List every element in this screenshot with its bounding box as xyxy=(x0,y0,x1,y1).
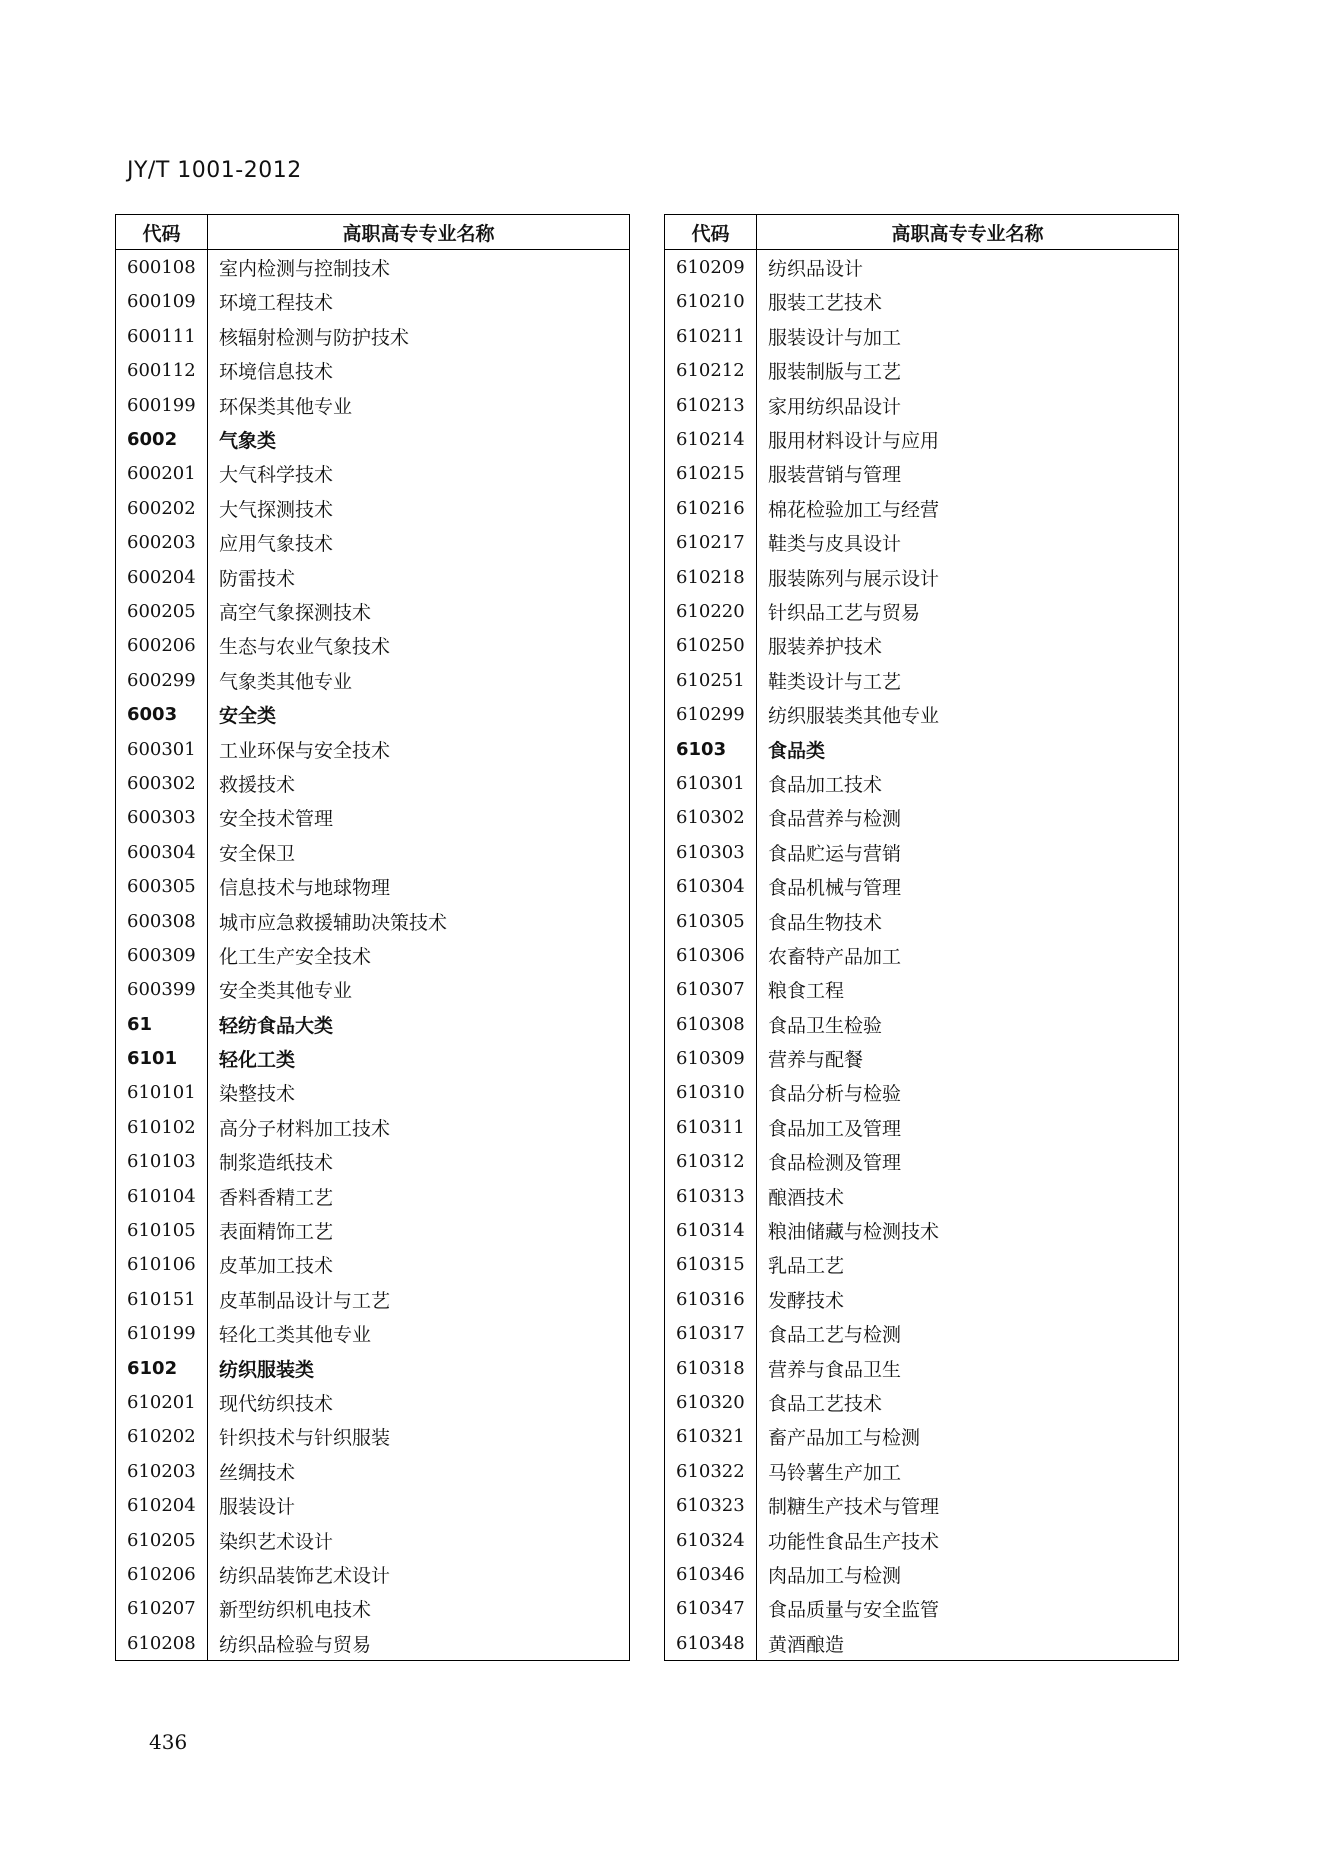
table-row xyxy=(116,663,630,697)
table-row xyxy=(665,1454,1179,1488)
table-row xyxy=(116,526,630,560)
table-row xyxy=(665,560,1179,594)
major-code: 610105 xyxy=(116,1213,208,1247)
table-row xyxy=(665,938,1179,972)
major-name: 纺织品装饰艺术设计 xyxy=(219,1564,391,1587)
major-name: 食品营养与检测 xyxy=(768,808,902,831)
page-number: 436 xyxy=(149,1730,188,1754)
major-code: 600109 xyxy=(116,285,208,319)
category-row xyxy=(116,1351,630,1385)
major-name: 信息技术与地球物理 xyxy=(219,877,391,900)
major-name: 制糖生产技术与管理 xyxy=(768,1496,940,1519)
major-name: 制浆造纸技术 xyxy=(219,1152,334,1175)
major-name: 食品类 xyxy=(768,739,826,762)
table-row xyxy=(665,697,1179,731)
major-code: 610205 xyxy=(116,1523,208,1557)
table-row xyxy=(116,1454,630,1488)
major-code: 610348 xyxy=(665,1626,757,1661)
table-row xyxy=(665,250,1179,285)
major-code: 61 xyxy=(116,1007,208,1041)
major-code: 610347 xyxy=(665,1592,757,1626)
major-code: 610304 xyxy=(665,869,757,903)
major-name: 新型纺织机电技术 xyxy=(219,1599,372,1622)
major-code: 600199 xyxy=(116,388,208,422)
major-name: 酿酒技术 xyxy=(768,1186,845,1209)
major-name: 畜产品加工与检测 xyxy=(768,1427,921,1450)
major-name: 环境工程技术 xyxy=(219,292,334,315)
table-row xyxy=(116,904,630,938)
table-row xyxy=(116,938,630,972)
table-row xyxy=(116,1317,630,1351)
major-name: 高空气象探测技术 xyxy=(219,601,372,624)
table-row xyxy=(116,973,630,1007)
table-row xyxy=(665,1248,1179,1282)
major-name: 食品工艺技术 xyxy=(768,1392,883,1415)
major-name: 皮革加工技术 xyxy=(219,1255,334,1278)
major-code: 6103 xyxy=(665,732,757,766)
major-name: 安全类其他专业 xyxy=(219,980,353,1003)
table-row xyxy=(116,1488,630,1522)
major-name: 食品检测及管理 xyxy=(768,1152,902,1175)
table-row xyxy=(665,1110,1179,1144)
major-code: 610206 xyxy=(116,1557,208,1591)
table-row xyxy=(116,1523,630,1557)
table-row xyxy=(665,526,1179,560)
major-code: 600111 xyxy=(116,319,208,353)
major-name: 食品分析与检验 xyxy=(768,1083,902,1106)
majors-table-left-body xyxy=(116,250,630,1661)
major-code: 610306 xyxy=(665,938,757,972)
major-name: 食品卫生检验 xyxy=(768,1014,883,1037)
major-code: 610323 xyxy=(665,1488,757,1522)
major-code: 610212 xyxy=(665,354,757,388)
table-row xyxy=(116,250,630,285)
major-code: 610299 xyxy=(665,697,757,731)
major-name: 鞋类设计与工艺 xyxy=(768,670,902,693)
major-name: 大气科学技术 xyxy=(219,464,334,487)
category-row xyxy=(116,1007,630,1041)
major-name: 气象类其他专业 xyxy=(219,670,353,693)
major-name: 服装工艺技术 xyxy=(768,292,883,315)
major-name: 食品工艺与检测 xyxy=(768,1324,902,1347)
table-row xyxy=(665,869,1179,903)
major-name: 乳品工艺 xyxy=(768,1255,845,1278)
major-code: 600206 xyxy=(116,629,208,663)
category-row xyxy=(116,697,630,731)
table-row xyxy=(665,629,1179,663)
major-name: 肉品加工与检测 xyxy=(768,1564,902,1587)
table-row xyxy=(116,560,630,594)
major-name: 应用气象技术 xyxy=(219,533,334,556)
major-code: 6101 xyxy=(116,1041,208,1075)
major-name: 食品贮运与营销 xyxy=(768,842,902,865)
major-code: 610321 xyxy=(665,1420,757,1454)
major-name: 纺织品设计 xyxy=(768,258,864,281)
major-code: 610201 xyxy=(116,1385,208,1419)
major-name: 服装制版与工艺 xyxy=(768,361,902,384)
major-name: 家用纺织品设计 xyxy=(768,395,902,418)
major-code: 610314 xyxy=(665,1213,757,1247)
table-row xyxy=(665,388,1179,422)
major-code: 610318 xyxy=(665,1351,757,1385)
major-name: 核辐射检测与防护技术 xyxy=(219,326,410,349)
major-code: 610308 xyxy=(665,1007,757,1041)
table-row xyxy=(665,766,1179,800)
table-row xyxy=(665,1076,1179,1110)
major-name: 粮食工程 xyxy=(768,980,845,1003)
table-row xyxy=(665,319,1179,353)
table-row xyxy=(116,1110,630,1144)
major-name: 服装陈列与展示设计 xyxy=(768,567,940,590)
table-row xyxy=(116,1626,630,1661)
major-name: 轻化工类其他专业 xyxy=(219,1324,372,1347)
major-code: 610250 xyxy=(665,629,757,663)
table-row xyxy=(665,1282,1179,1316)
major-code: 610103 xyxy=(116,1145,208,1179)
major-code: 610311 xyxy=(665,1110,757,1144)
major-code: 610313 xyxy=(665,1179,757,1213)
table-row xyxy=(665,1317,1179,1351)
majors-table-right xyxy=(664,214,1179,1661)
table-row xyxy=(665,1385,1179,1419)
major-name: 黄酒酿造 xyxy=(768,1633,845,1656)
major-code: 610208 xyxy=(116,1626,208,1661)
major-name: 香料香精工艺 xyxy=(219,1186,334,1209)
table-row xyxy=(116,1076,630,1110)
table-row xyxy=(116,491,630,525)
major-name: 棉花检验加工与经营 xyxy=(768,498,940,521)
major-code: 610199 xyxy=(116,1317,208,1351)
table-row xyxy=(665,422,1179,456)
table-row xyxy=(665,904,1179,938)
major-code: 600399 xyxy=(116,973,208,1007)
major-code: 610216 xyxy=(665,491,757,525)
major-name: 农畜特产品加工 xyxy=(768,945,902,968)
table-row xyxy=(665,1213,1179,1247)
code-column-header: 代码 xyxy=(116,215,208,250)
major-name: 室内检测与控制技术 xyxy=(219,258,391,281)
major-code: 610309 xyxy=(665,1041,757,1075)
major-code: 600303 xyxy=(116,801,208,835)
table-row xyxy=(665,491,1179,525)
table-row xyxy=(116,1145,630,1179)
major-name: 皮革制品设计与工艺 xyxy=(219,1289,391,1312)
major-code: 610315 xyxy=(665,1248,757,1282)
major-code: 600299 xyxy=(116,663,208,697)
table-row xyxy=(665,835,1179,869)
category-row xyxy=(116,1041,630,1075)
major-code: 600204 xyxy=(116,560,208,594)
major-name: 鞋类与皮具设计 xyxy=(768,533,902,556)
table-row xyxy=(116,1420,630,1454)
major-code: 600302 xyxy=(116,766,208,800)
major-code: 610312 xyxy=(665,1145,757,1179)
major-name: 发酵技术 xyxy=(768,1289,845,1312)
table-row xyxy=(116,1592,630,1626)
table-row xyxy=(116,1179,630,1213)
major-code: 610320 xyxy=(665,1385,757,1419)
table-header-row xyxy=(116,215,630,250)
major-code: 600201 xyxy=(116,457,208,491)
category-row xyxy=(665,732,1179,766)
major-name: 营养与食品卫生 xyxy=(768,1358,902,1381)
major-code: 610305 xyxy=(665,904,757,938)
major-code: 610324 xyxy=(665,1523,757,1557)
table-row xyxy=(665,1420,1179,1454)
major-name: 食品质量与安全监管 xyxy=(768,1599,940,1622)
table-row xyxy=(665,1179,1179,1213)
major-name: 安全类 xyxy=(219,705,277,728)
major-code: 610307 xyxy=(665,973,757,1007)
table-row xyxy=(665,354,1179,388)
major-code: 610346 xyxy=(665,1557,757,1591)
major-name: 大气探测技术 xyxy=(219,498,334,521)
major-code: 610213 xyxy=(665,388,757,422)
table-row xyxy=(116,354,630,388)
major-name: 服装养护技术 xyxy=(768,636,883,659)
major-code: 610217 xyxy=(665,526,757,560)
major-code: 610207 xyxy=(116,1592,208,1626)
major-name: 防雷技术 xyxy=(219,567,296,590)
major-code: 610302 xyxy=(665,801,757,835)
major-code: 610215 xyxy=(665,457,757,491)
major-name: 功能性食品生产技术 xyxy=(768,1530,940,1553)
major-code: 6002 xyxy=(116,422,208,456)
major-code: 610316 xyxy=(665,1282,757,1316)
table-row xyxy=(116,457,630,491)
major-name: 服装营销与管理 xyxy=(768,464,902,487)
major-name: 针织品工艺与贸易 xyxy=(768,601,921,624)
major-code: 600308 xyxy=(116,904,208,938)
major-name: 环境信息技术 xyxy=(219,361,334,384)
table-row xyxy=(116,732,630,766)
major-code: 610214 xyxy=(665,422,757,456)
major-code: 600112 xyxy=(116,354,208,388)
major-name: 纺织品检验与贸易 xyxy=(219,1633,372,1656)
major-name: 纺织服装类 xyxy=(219,1358,315,1381)
major-code: 610211 xyxy=(665,319,757,353)
major-code: 600309 xyxy=(116,938,208,972)
table-header-row xyxy=(665,215,1179,250)
major-name: 针织技术与针织服装 xyxy=(219,1427,391,1450)
major-name: 粮油储藏与检测技术 xyxy=(768,1221,940,1244)
major-code: 610101 xyxy=(116,1076,208,1110)
major-name: 服用材料设计与应用 xyxy=(768,430,940,453)
table-row xyxy=(116,1282,630,1316)
major-code: 610317 xyxy=(665,1317,757,1351)
table-row xyxy=(116,1213,630,1247)
table-row xyxy=(116,835,630,869)
table-row xyxy=(665,663,1179,697)
table-row xyxy=(116,319,630,353)
major-code: 6102 xyxy=(116,1351,208,1385)
major-name: 工业环保与安全技术 xyxy=(219,739,391,762)
major-code: 610209 xyxy=(665,250,757,285)
major-code: 600108 xyxy=(116,250,208,285)
major-name: 轻化工类 xyxy=(219,1049,296,1072)
major-name: 轻纺食品大类 xyxy=(219,1014,334,1037)
major-code: 610151 xyxy=(116,1282,208,1316)
major-name: 马铃薯生产加工 xyxy=(768,1461,902,1484)
major-code: 610310 xyxy=(665,1076,757,1110)
major-code: 6003 xyxy=(116,697,208,731)
major-code: 610104 xyxy=(116,1179,208,1213)
table-row xyxy=(665,457,1179,491)
major-name: 食品机械与管理 xyxy=(768,877,902,900)
standard-id: JY/T 1001-2012 xyxy=(127,158,302,183)
table-row xyxy=(116,1385,630,1419)
name-column-header: 高职高专专业名称 xyxy=(208,215,630,250)
major-code: 610220 xyxy=(665,594,757,628)
table-row xyxy=(116,629,630,663)
major-name: 染整技术 xyxy=(219,1083,296,1106)
major-code: 610202 xyxy=(116,1420,208,1454)
major-code: 610210 xyxy=(665,285,757,319)
table-row xyxy=(665,1592,1179,1626)
table-row xyxy=(116,801,630,835)
table-row xyxy=(116,1557,630,1591)
major-name: 现代纺织技术 xyxy=(219,1392,334,1415)
major-name: 安全保卫 xyxy=(219,842,296,865)
table-row xyxy=(665,1351,1179,1385)
major-code: 600301 xyxy=(116,732,208,766)
major-code: 610303 xyxy=(665,835,757,869)
major-name: 表面精饰工艺 xyxy=(219,1221,334,1244)
major-code: 610301 xyxy=(665,766,757,800)
table-row xyxy=(116,869,630,903)
major-name: 食品加工及管理 xyxy=(768,1117,902,1140)
major-code: 600203 xyxy=(116,526,208,560)
major-name: 化工生产安全技术 xyxy=(219,945,372,968)
table-row xyxy=(665,1488,1179,1522)
table-row xyxy=(665,1007,1179,1041)
majors-table-right-body xyxy=(665,250,1179,1661)
table-row xyxy=(116,285,630,319)
table-row xyxy=(665,1041,1179,1075)
table-row xyxy=(116,594,630,628)
major-name: 环保类其他专业 xyxy=(219,395,353,418)
major-code: 610251 xyxy=(665,663,757,697)
category-row xyxy=(116,422,630,456)
major-code: 610106 xyxy=(116,1248,208,1282)
major-code: 600202 xyxy=(116,491,208,525)
major-name: 食品生物技术 xyxy=(768,911,883,934)
table-row xyxy=(665,1557,1179,1591)
major-code: 610204 xyxy=(116,1488,208,1522)
major-name: 纺织服装类其他专业 xyxy=(768,705,940,728)
major-code: 610102 xyxy=(116,1110,208,1144)
table-row xyxy=(116,766,630,800)
major-name: 丝绸技术 xyxy=(219,1461,296,1484)
major-code: 600304 xyxy=(116,835,208,869)
table-row xyxy=(665,1523,1179,1557)
major-name: 服装设计 xyxy=(219,1496,296,1519)
major-name: 气象类 xyxy=(219,430,277,453)
code-column-header: 代码 xyxy=(665,215,757,250)
name-column-header: 高职高专专业名称 xyxy=(757,215,1179,250)
table-row xyxy=(665,801,1179,835)
major-code: 610218 xyxy=(665,560,757,594)
table-row xyxy=(665,1626,1179,1661)
major-code: 600205 xyxy=(116,594,208,628)
table-row xyxy=(665,285,1179,319)
major-name: 高分子材料加工技术 xyxy=(219,1117,391,1140)
major-name: 城市应急救援辅助决策技术 xyxy=(219,911,448,934)
major-code: 610203 xyxy=(116,1454,208,1488)
major-code: 600305 xyxy=(116,869,208,903)
major-name: 食品加工技术 xyxy=(768,773,883,796)
major-code: 610322 xyxy=(665,1454,757,1488)
major-name: 染织艺术设计 xyxy=(219,1530,334,1553)
major-name: 生态与农业气象技术 xyxy=(219,636,391,659)
table-row xyxy=(665,973,1179,1007)
major-name: 救援技术 xyxy=(219,773,296,796)
major-name: 服装设计与加工 xyxy=(768,326,902,349)
major-name: 安全技术管理 xyxy=(219,808,334,831)
table-row xyxy=(665,1145,1179,1179)
table-row xyxy=(116,1248,630,1282)
table-row xyxy=(116,388,630,422)
major-name: 营养与配餐 xyxy=(768,1049,864,1072)
table-row xyxy=(665,594,1179,628)
majors-table-left xyxy=(115,214,630,1661)
